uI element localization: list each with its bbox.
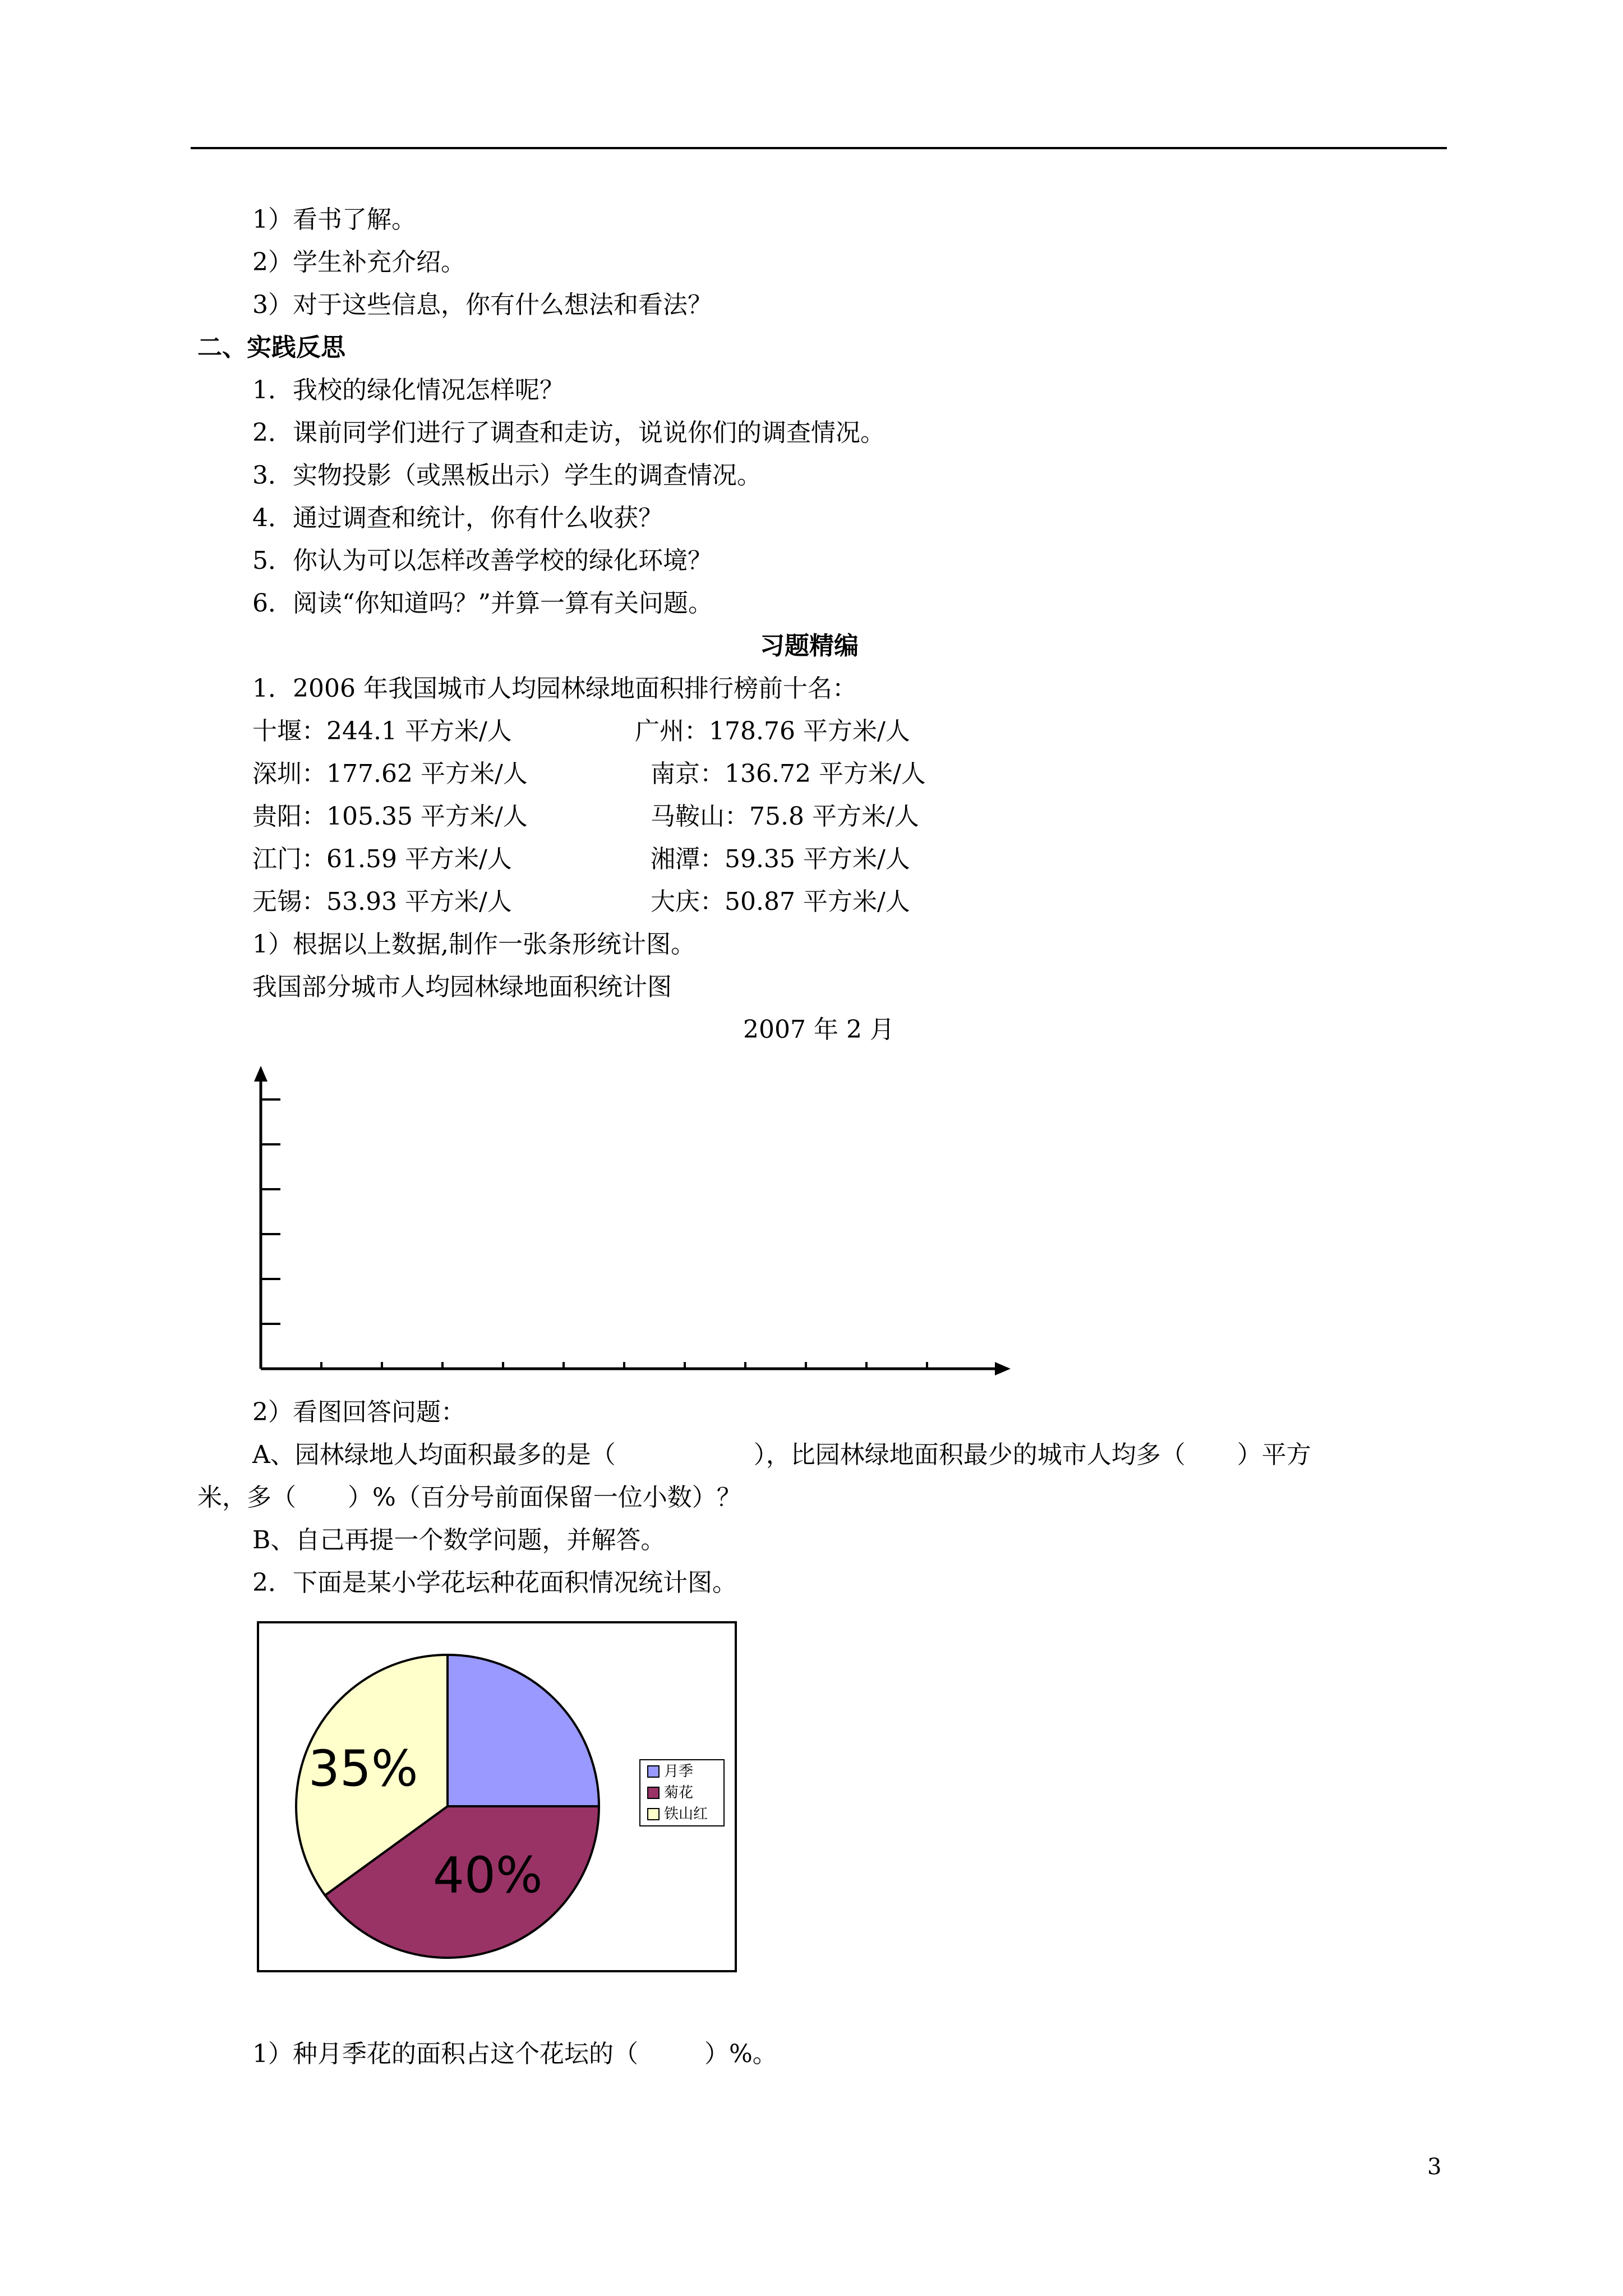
x-axis <box>261 1362 1011 1375</box>
intro-step-2: 2）学生补充介绍。 <box>252 248 465 277</box>
question-a-part5: ）%（百分号前面保留一位小数）？ <box>348 1483 741 1512</box>
city-value: 大庆：50.87 平方米/人 <box>651 887 910 916</box>
city-value: 深圳：177.62 平方米/人 <box>252 760 528 788</box>
question-a-line2 <box>197 1481 741 1515</box>
q1-questions-label: 2）看图回答问题： <box>252 1398 465 1427</box>
chart-date: 2007 年 2 月 <box>743 1015 895 1044</box>
legend-label: 菊花 <box>664 1784 694 1801</box>
section-item-6: 6．阅读“你知道吗？”并算一算有关问题。 <box>252 589 713 618</box>
city-value: 南京：136.72 平方米/人 <box>651 760 926 788</box>
section-item-3: 3．实物投影（或黑板出示）学生的调查情况。 <box>252 461 762 490</box>
city-value: 贵阳：105.35 平方米/人 <box>252 802 528 831</box>
legend-label: 月季 <box>664 1763 694 1780</box>
question-a-part1: A、园林绿地人均面积最多的是（ <box>252 1441 616 1469</box>
legend-swatch <box>648 1766 659 1777</box>
city-value: 江门：61.59 平方米/人 <box>252 845 512 873</box>
section-item-4: 4．通过调查和统计，你有什么收获？ <box>252 504 663 532</box>
q2-question <box>252 2037 777 2071</box>
q2-intro: 2．下面是某小学花坛种花面积情况统计图。 <box>252 1568 737 1597</box>
exercise-title: 习题精编 <box>760 632 859 660</box>
page-number: 3 <box>1427 2154 1442 2180</box>
city-value: 十堰：244.1 平方米/人 <box>252 717 512 746</box>
y-axis-arrow <box>254 1066 268 1082</box>
legend-swatch <box>648 1809 659 1820</box>
pie-label: 40% <box>432 1846 543 1904</box>
question-b: B、自己再提一个数学问题，并解答。 <box>252 1526 666 1554</box>
pie-chart <box>257 1621 739 1975</box>
question-a-part3: ）平方 <box>1237 1441 1311 1469</box>
legend <box>640 1760 724 1826</box>
section-item-1: 1．我校的绿化情况怎样呢？ <box>252 376 564 404</box>
intro-step-1: 1）看书了解。 <box>252 205 416 234</box>
pie-label: 35% <box>308 1740 418 1798</box>
q1-task: 1）根据以上数据,制作一张条形统计图。 <box>252 930 695 959</box>
x-axis-arrow <box>995 1362 1011 1375</box>
city-value: 无锡：53.93 平方米/人 <box>252 887 512 916</box>
section-heading: 二、实践反思 <box>197 333 345 362</box>
header-rule <box>191 147 1447 149</box>
question-a-part2: ），比园林绿地面积最少的城市人均多（ <box>753 1441 1186 1469</box>
q2-question-part1: 1）种月季花的面积占这个花坛的（ <box>252 2040 638 2068</box>
legend-swatch <box>648 1787 659 1798</box>
city-value: 广州：178.76 平方米/人 <box>635 717 910 746</box>
chart-title: 我国部分城市人均园林绿地面积统计图 <box>252 973 672 1001</box>
empty-bar-chart <box>247 1066 1015 1391</box>
city-value: 湘潭：59.35 平方米/人 <box>651 845 910 873</box>
city-value: 马鞍山：75.8 平方米/人 <box>651 802 919 831</box>
intro-step-3: 3）对于这些信息，你有什么想法和看法？ <box>252 291 712 319</box>
legend-label: 铁山红 <box>664 1806 708 1823</box>
q1-intro: 1．2006 年我国城市人均园林绿地面积排行榜前十名： <box>252 674 857 703</box>
question-a-line1 <box>252 1438 1311 1472</box>
section-item-5: 5．你认为可以怎样改善学校的绿化环境？ <box>252 546 712 575</box>
question-a-part4: 米，多（ <box>197 1483 296 1512</box>
q2-question-part2: ）%。 <box>704 2040 777 2068</box>
section-item-2: 2．课前同学们进行了调查和走访，说说你们的调查情况。 <box>252 418 885 447</box>
